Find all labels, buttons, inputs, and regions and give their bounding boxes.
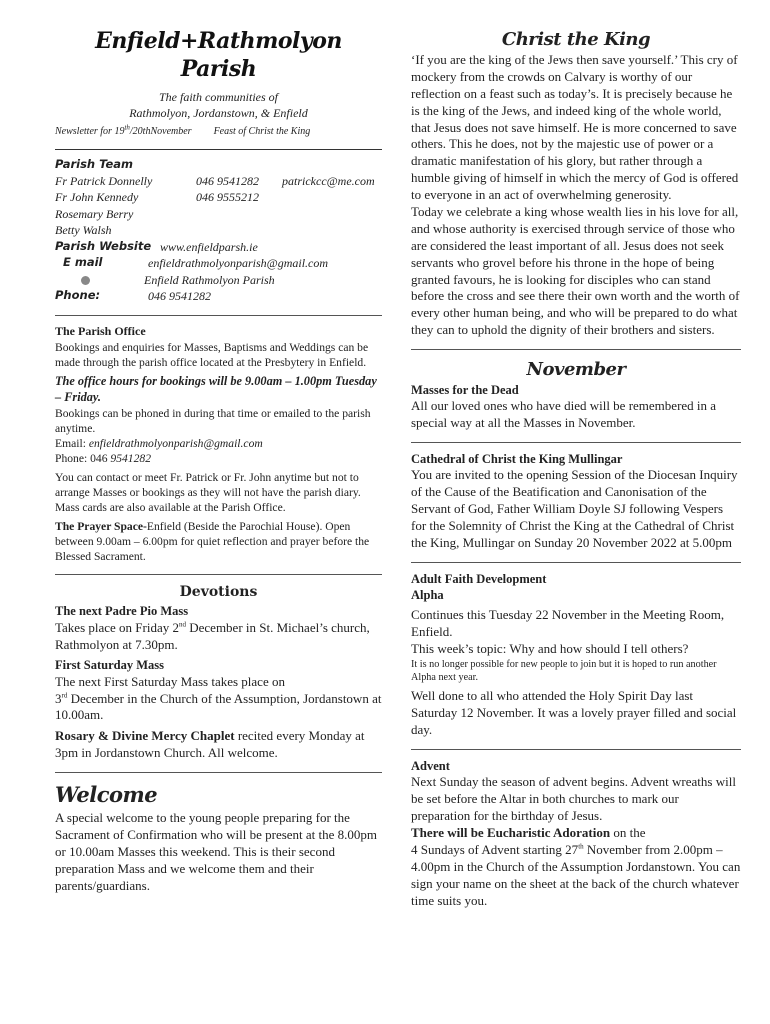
adoration-text: There will be Eucharistic Adoration on the bbox=[411, 825, 646, 841]
cathedral-heading: Cathedral of Christ the King Mullingar bbox=[411, 452, 623, 467]
team-phone: 046 9541282 bbox=[196, 173, 259, 188]
pio-text: Takes place on Friday 2nd December in St. Michael’s church, Rathmolyon at 7.30pm. bbox=[55, 619, 370, 652]
advent-heading: Advent bbox=[411, 759, 450, 774]
email-row bbox=[55, 255, 382, 272]
pio-heading: The next Padre Pio Mass bbox=[55, 604, 189, 619]
office-hours: The office hours for bookings will be 9.00am – 1.00pm Tuesday – Friday. bbox=[55, 373, 377, 404]
fsm-text: The next First Saturday Mass takes place on bbox=[55, 673, 285, 689]
team-row bbox=[55, 206, 382, 223]
website-link[interactable]: www.enfieldparsh.ie bbox=[160, 239, 258, 254]
office-phone: Phone: 046 9541282 bbox=[55, 451, 151, 465]
feast-name: Feast of Christ the King bbox=[213, 126, 311, 138]
phone-number: 046 9541282 bbox=[148, 289, 211, 304]
team-name: Rosemary Berry bbox=[55, 206, 134, 221]
divider bbox=[55, 574, 382, 575]
cathedral-section bbox=[411, 451, 741, 552]
divider bbox=[411, 562, 741, 563]
office-text: Bookings can be phoned in during that time or emailed to the parish anytime. bbox=[55, 406, 371, 435]
adult-faith-section bbox=[411, 571, 741, 739]
parish-office-section bbox=[55, 324, 382, 564]
november-section bbox=[411, 382, 741, 432]
office-heading: The Parish Office bbox=[55, 323, 146, 338]
afd-heading: Adult Faith Development bbox=[411, 571, 547, 586]
divider bbox=[411, 349, 741, 350]
newsletter-date: Newsletter for 19th/20thNovember bbox=[55, 124, 192, 138]
website-row bbox=[55, 239, 382, 256]
faith-line-1: The faith communities of bbox=[159, 90, 278, 104]
parish-title bbox=[55, 28, 382, 83]
cathedral-text: You are invited to the opening Session of the Diocesan Inquiry of the Cause of the Beatification and Canonisation of the Servant of God, Father William Doyle SJ following Vespers for the Solemnity of Christ the King at the Cathedral of Christ the King, Mullingar on Sunday 20 November 2022 at 5.00pm bbox=[411, 467, 738, 550]
faith-line-2: Rathmolyon, Jordanstown, & Enfield bbox=[129, 106, 308, 121]
parish-title-line-1: Enfield+Rathmolyon bbox=[95, 28, 342, 54]
email-label: E mail bbox=[63, 255, 103, 270]
november-title: November bbox=[526, 359, 626, 381]
divider bbox=[55, 772, 382, 773]
rosary-text: Rosary & Divine Mercy Chaplet recited every Monday at 3pm in Jordanstown Church. All welcome. bbox=[55, 728, 365, 761]
facebook-icon bbox=[81, 276, 90, 285]
ctk-paragraph: Today we celebrate a king whose wealth lies in his love for all, and whose authority is exercised through service of those who are considered the least important of all. Jesus does not seek servants who grovel before his throne in the hope of being granted favours, he is looking for disciples who can stand before the cross and see there their own worth and the worth of every other human being, and who will be prepared to do what they can to uphold the dignity of their brothers and sisters. bbox=[411, 203, 740, 338]
parish-title-line-2: Parish bbox=[180, 55, 257, 82]
right-column bbox=[411, 28, 741, 909]
office-email: Email: enfieldrathmolyonparish@gmail.com bbox=[55, 436, 263, 450]
team-row bbox=[55, 189, 382, 206]
team-row bbox=[55, 173, 382, 190]
advent-text: Next Sunday the season of advent begins. Advent wreaths will be set before the Altar in both churches to mark our preparation for the birthday of Jesus. bbox=[411, 774, 736, 824]
team-heading: Parish Team bbox=[55, 156, 134, 171]
devotions-title: Devotions bbox=[179, 584, 258, 601]
welcome-text: A special welcome to the young people preparing for the Sacrament of Confirmation who will be present at the 8.00pm or 10.00am Masses this weekend. This is their second preparation Mass and we welcome them and their parents/guardians. bbox=[55, 810, 378, 893]
dead-text: All our loved ones who have died will be remembered in a special way at all the Masses in November. bbox=[411, 398, 717, 431]
office-text: You can contact or meet Fr. Patrick or Fr. John anytime but not to arrange Masses or bookings as they will not have the parish diary. bbox=[55, 470, 361, 499]
christ-the-king-text bbox=[411, 52, 741, 339]
left-column bbox=[55, 28, 382, 895]
alpha-note: It is no longer possible for new people to join but it is hoped to run another Alpha next year. bbox=[411, 658, 717, 684]
alpha-heading: Alpha bbox=[411, 588, 444, 602]
fsm-text: 3rd December in the Church of the Assumption, Jordanstown at 10.00am. bbox=[55, 690, 382, 723]
office-text: Bookings and enquiries for Masses, Baptisms and Weddings can be made through the parish office located at the Presbytery in Enfield. bbox=[55, 340, 369, 369]
welcome-title: Welcome bbox=[55, 782, 158, 808]
devotions-section bbox=[55, 583, 382, 762]
divider bbox=[411, 442, 741, 443]
facebook-row bbox=[55, 272, 382, 289]
divider bbox=[55, 149, 382, 150]
email-link[interactable]: enfieldrathmolyonparish@gmail.com bbox=[148, 256, 329, 271]
dead-heading: Masses for the Dead bbox=[411, 383, 519, 398]
team-row bbox=[55, 222, 382, 239]
alpha-text: This week’s topic: Why and how should I tell others? bbox=[411, 641, 689, 657]
team-phone: 046 9555212 bbox=[196, 190, 259, 205]
phone-row bbox=[55, 288, 382, 305]
facebook-page[interactable]: Enfield Rathmolyon Parish bbox=[144, 272, 275, 287]
newsletter-line bbox=[55, 125, 382, 138]
christ-the-king-title: Christ the King bbox=[501, 29, 651, 50]
office-email-link[interactable]: enfieldrathmolyonparish@gmail.com bbox=[88, 436, 263, 450]
fsm-heading: First Saturday Mass bbox=[55, 658, 165, 673]
website-label: Parish Website bbox=[55, 238, 152, 253]
team-name: Betty Walsh bbox=[55, 223, 112, 238]
faith-communities bbox=[55, 89, 382, 121]
office-text: Mass cards are also available at the Parish Office. bbox=[55, 500, 286, 514]
prayer-space: The Prayer Space-Enfield (Beside the Parochial House). Open between 9.00am – 6.00pm for quiet reflection and prayer before the Blessed Sacrament. bbox=[55, 520, 370, 564]
team-email[interactable]: patrickcc@me.com bbox=[282, 173, 375, 188]
divider bbox=[411, 749, 741, 750]
alpha-text: Well done to all who attended the Holy Spirit Day last Saturday 12 November. It was a lovely prayer filled and social day. bbox=[411, 688, 737, 738]
parish-team bbox=[55, 156, 382, 305]
team-name: Fr Patrick Donnelly bbox=[55, 173, 153, 188]
team-name: Fr John Kennedy bbox=[55, 190, 139, 205]
alpha-text: Continues this Tuesday 22 November in the Meeting Room, Enfield. bbox=[411, 607, 725, 640]
welcome-section bbox=[55, 781, 382, 895]
divider bbox=[55, 315, 382, 316]
advent-section bbox=[411, 758, 741, 909]
adoration-text: 4 Sundays of Advent starting 27th November from 2.00pm – 4.00pm in the Church of the Assumption Jordanstown. You can sign your name on the sheet at the back of the church whatever time suits you. bbox=[411, 841, 741, 908]
ctk-paragraph: ‘If you are the king of the Jews then save yourself.’ This cry of mockery from the crowds on Calvary is worthy of our reflection on a feast such as today’s. It is precisely because he is the king of the Jews, and indeed king of the whole world, that Jesus does not save himself. He is more concerned to save others. This he does, not by the majestic use of power or a dramatic manifestation of his glory, but rather through a humble giving of himself in which the mercy of God is offered to everyone in an act of overwhelming generosity. bbox=[411, 51, 739, 203]
phone-label: Phone: bbox=[55, 288, 101, 303]
